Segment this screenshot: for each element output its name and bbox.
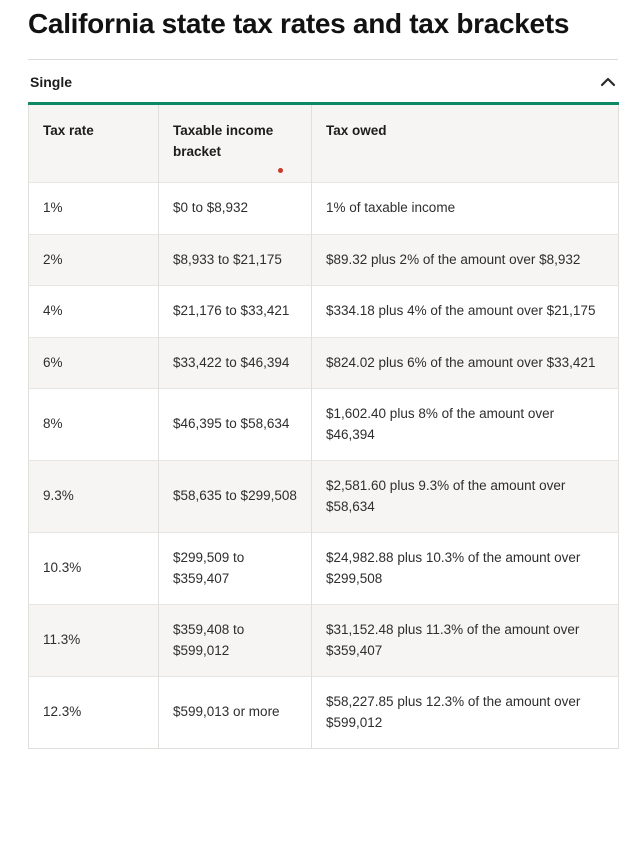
cell-tax-rate: 11.3%: [29, 605, 159, 677]
table-row: [29, 533, 619, 605]
tax-table-header: [29, 104, 619, 183]
column-header-tax-rate: Tax rate: [29, 104, 159, 183]
table-row: [29, 337, 619, 389]
column-header-tax-owed: Tax owed: [312, 104, 619, 183]
page-title: California state tax rates and tax brackets: [28, 8, 570, 39]
cell-taxable-income-bracket: $58,635 to $299,508: [159, 461, 312, 533]
footnote-dot-icon: [278, 168, 283, 173]
chevron-up-icon[interactable]: [600, 74, 616, 90]
cell-tax-owed: $2,581.60 plus 9.3% of the amount over $58,634: [312, 461, 619, 533]
column-header-label: Taxable income bracket: [173, 123, 274, 159]
cell-tax-rate: 6%: [29, 337, 159, 389]
cell-tax-owed: $58,227.85 plus 12.3% of the amount over $599,012: [326, 694, 581, 730]
cell-taxable-income-bracket: $0 to $8,932: [159, 183, 312, 235]
cell-tax-rate: 1%: [29, 183, 159, 235]
cell-tax-owed: $89.32 plus 2% of the amount over $8,932: [312, 234, 619, 286]
table-row: [29, 234, 619, 286]
table-row: [29, 677, 619, 749]
accordion-toggle-single[interactable]: [28, 60, 618, 102]
column-header-taxable-income-bracket: [159, 104, 312, 183]
cell-tax-owed: 1% of taxable income: [326, 200, 456, 215]
cell-tax-rate: 2%: [29, 234, 159, 286]
cell-taxable-income-bracket: $33,422 to $46,394: [159, 337, 312, 389]
table-row: [29, 183, 619, 235]
table-row: [29, 389, 619, 461]
cell-tax-owed: $334.18 plus 4% of the amount over $21,175: [326, 303, 596, 318]
cell-tax-rate: 10.3%: [29, 533, 159, 605]
table-row: [29, 286, 619, 338]
cell-taxable-income-bracket: $359,408 to $599,012: [159, 605, 312, 677]
cell-taxable-income-bracket: $46,395 to $58,634: [159, 389, 312, 461]
cell-tax-owed: $1,602.40 plus 8% of the amount over $46,394: [326, 406, 555, 442]
cell-tax-rate: 12.3%: [29, 677, 159, 749]
cell-tax-rate: 4%: [29, 286, 159, 338]
cell-tax-rate: 8%: [29, 389, 159, 461]
cell-tax-owed: $824.02 plus 6% of the amount over $33,421: [312, 337, 619, 389]
cell-tax-owed: $24,982.88 plus 10.3% of the amount over $299,508: [326, 550, 581, 586]
accordion-label: Single: [30, 74, 73, 90]
table-row: [29, 461, 619, 533]
cell-taxable-income-bracket: $599,013 or more: [159, 677, 312, 749]
cell-tax-rate: 9.3%: [29, 461, 159, 533]
cell-taxable-income-bracket: $21,176 to $33,421: [159, 286, 312, 338]
tax-table-body: [29, 183, 619, 749]
tax-bracket-table: [28, 102, 619, 749]
cell-taxable-income-bracket: $299,509 to $359,407: [159, 533, 312, 605]
cell-tax-owed: $31,152.48 plus 11.3% of the amount over $359,407: [312, 605, 619, 677]
cell-taxable-income-bracket: $8,933 to $21,175: [159, 234, 312, 286]
table-row: [29, 605, 619, 677]
header-row: [29, 104, 619, 183]
